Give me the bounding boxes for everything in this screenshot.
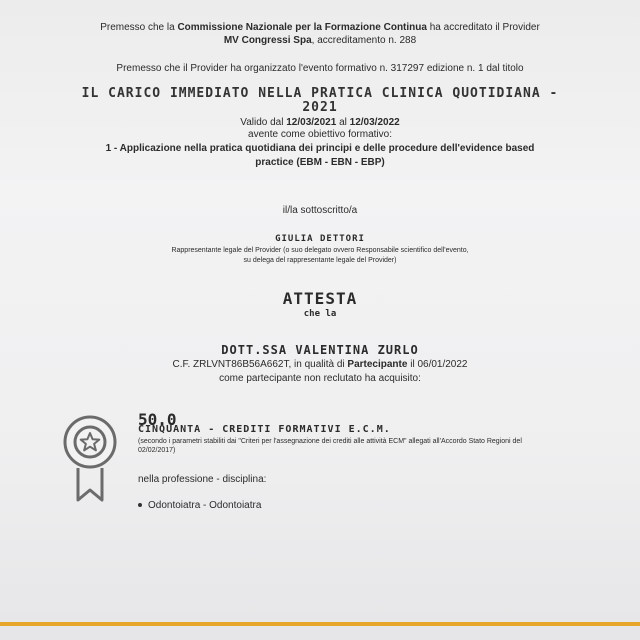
recipient-role: Partecipante (347, 359, 408, 370)
intro-line-3: Premesso che il Provider ha organizzato l'evento formativo n. 317297 edizione n. 1 dal titolo (116, 63, 524, 74)
event-title-line-2: 2021 (302, 100, 338, 115)
intro-line-1 (0, 22, 640, 34)
provider-accreditation: , accreditamento n. 288 (311, 35, 417, 46)
signatory-role-line-1: Rappresentante legale del Provider (o suo delegato ovvero Responsabile scientifico dell'evento, (171, 247, 469, 254)
recipient-cf-line (0, 359, 640, 371)
objective-intro: avente come obiettivo formativo: (248, 129, 392, 140)
attesta-sub: che la (303, 309, 337, 319)
recipient-name: DOTT.SSA VALENTINA ZURLO (221, 343, 419, 357)
signatory-name: GIULIA DETTORI (275, 234, 365, 244)
valid-mid: al (339, 117, 347, 128)
profession-label: nella professione - disciplina: (138, 474, 267, 485)
event-title-line-1: IL CARICO IMMEDIATO NELLA PRATICA CLINICA QUOTIDIANA - (81, 86, 559, 101)
valid-to: 12/03/2022 (349, 117, 400, 128)
objective-line-1: 1 - Applicazione nella pratica quotidiana dei principi e delle procedure dell'evidence based (105, 143, 535, 154)
provider-name: MV Congressi Spa (223, 35, 312, 46)
signatory-intro: il/la sottoscritto/a (282, 205, 358, 216)
credits-label: CINQUANTA - CREDITI FORMATIVI E.C.M. (138, 424, 391, 435)
profession-list-item (138, 500, 261, 511)
profession-item-text: Odontoiatra - Odontoiatra (148, 500, 262, 511)
credits-note: (secondo i parametri stabiliti dai "Criteri per l'assegnazione dei crediti alle attività ECM" allegati all'Accordo Stato Regioni del 02/02/2017) (138, 438, 522, 454)
intro-line-2 (0, 35, 640, 47)
intro-line-1-prefix: Premesso che la (100, 22, 175, 33)
accent-stripe (0, 622, 640, 626)
attesta-heading: ATTESTA (282, 289, 358, 308)
recipient-status: come partecipante non reclutato ha acquisito: (219, 373, 421, 384)
recipient-date: il 06/01/2022 (410, 359, 468, 370)
validity-line (0, 117, 640, 129)
commission-name: Commissione Nazionale per la Formazione Continua (177, 22, 427, 33)
intro-line-1-suffix: ha accreditato il Provider (429, 22, 540, 33)
objective-line-2: practice (EBM - EBN - EBP) (255, 157, 385, 168)
recipient-cf: C.F. ZRLVNT86B56A662T, in qualità di (172, 359, 345, 370)
valid-from: 12/03/2021 (286, 117, 337, 128)
signatory-role-line-2: su delega del rappresentante legale del Provider) (243, 257, 397, 264)
credits-value: 50.0 (138, 410, 177, 429)
valid-prefix: Valido dal (240, 117, 284, 128)
award-badge-icon (62, 414, 118, 504)
bullet-icon (138, 503, 142, 507)
